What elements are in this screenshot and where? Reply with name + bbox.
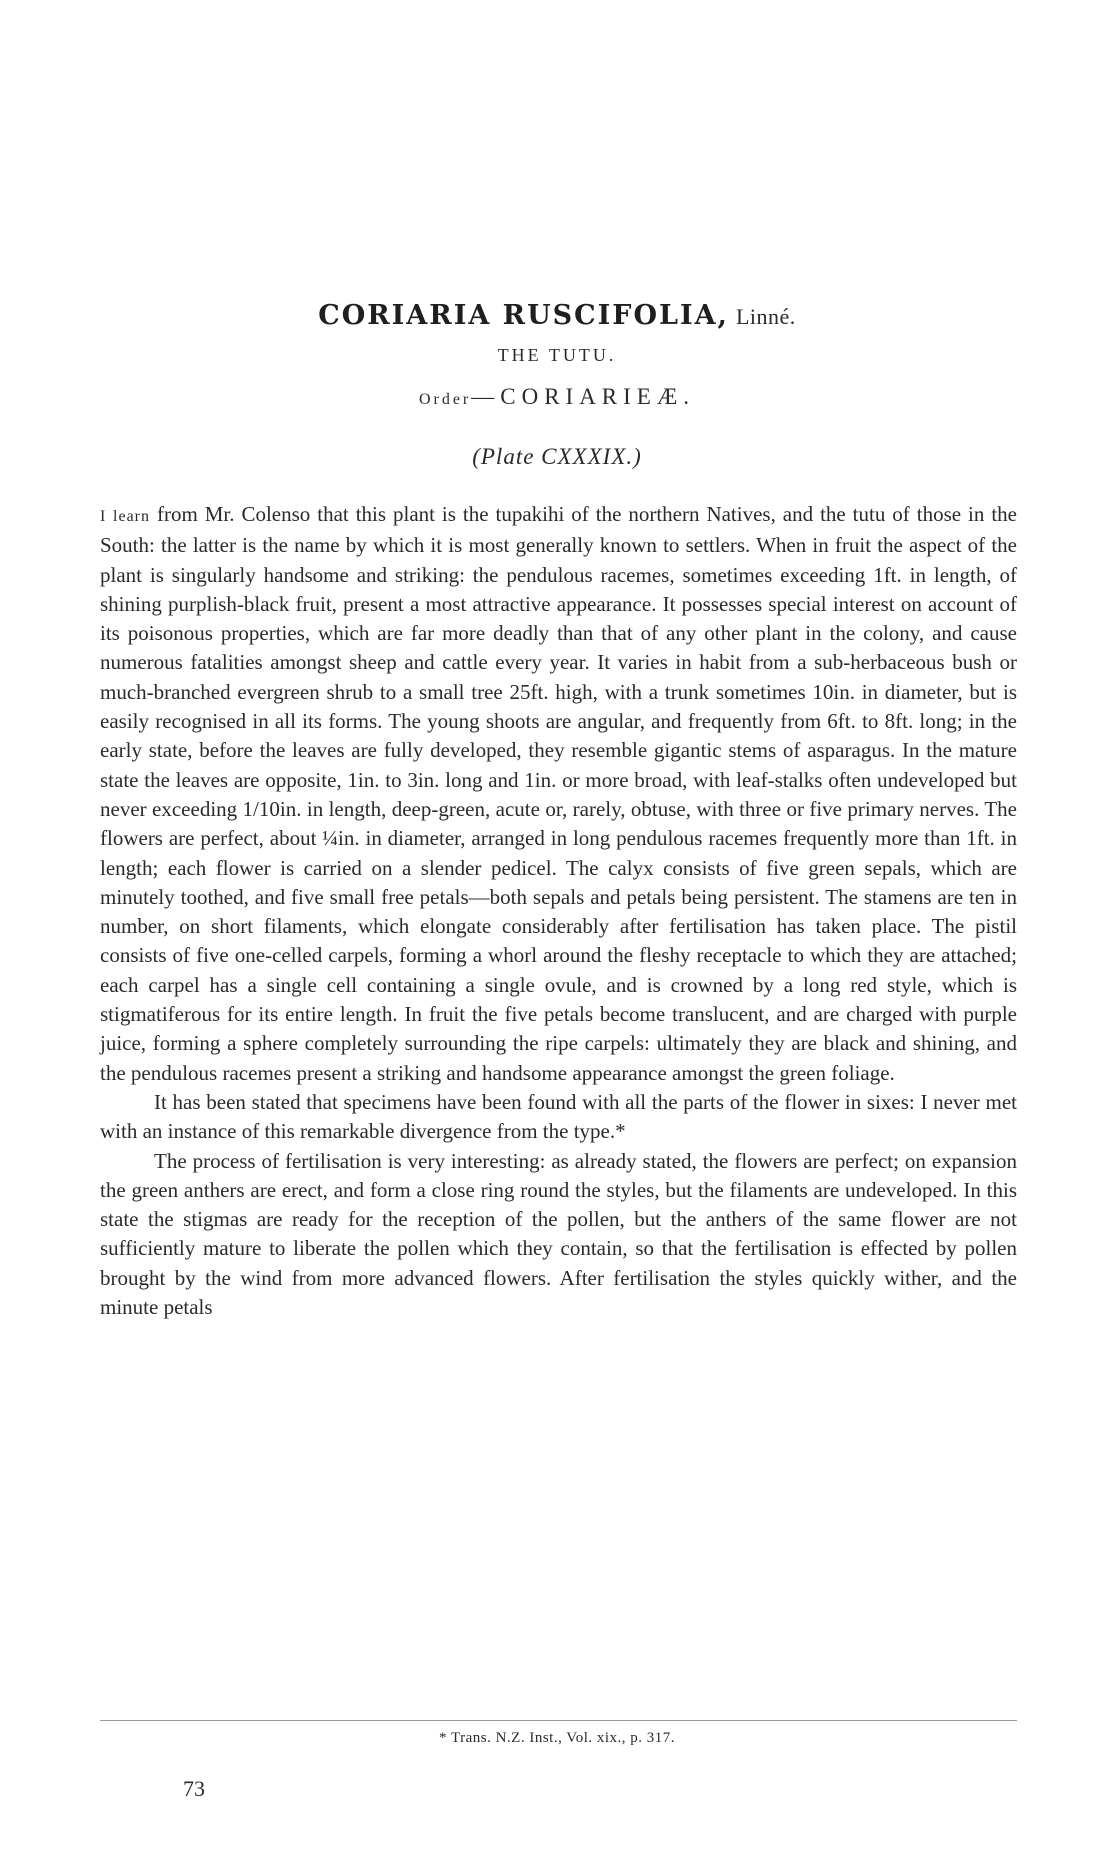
plate-reference: (Plate CXXXIX.)	[472, 444, 642, 469]
species-name: CORIARIA RUSCIFOLIA,	[318, 300, 729, 331]
order-dash: —	[471, 384, 501, 409]
body-text	[100, 500, 1017, 1322]
species-authority: Linné.	[735, 304, 796, 329]
paragraph-1	[100, 500, 1017, 1088]
common-name: THE TUTU.	[497, 345, 617, 365]
opening-small-caps: I learn	[100, 508, 151, 525]
paragraph-3: The process of fertilisation is very interesting: as already stated, the flowers are perfect; on expansion the green anthers are erect, and form a close ring round the styles, but the filaments are undeveloped. In this state the stigmas are ready for the reception of the pollen, but the anthers of the same flower are not sufficiently mature to liberate the pollen which they contain, so that the fertilisation is effected by pollen brought by the wind from more advanced flowers. After fertilisation the styles quickly wither, and the minute petals	[100, 1148, 1017, 1320]
species-title	[0, 300, 1114, 332]
page-number: 73	[183, 1776, 205, 1801]
footnote: * Trans. N.Z. Inst., Vol. xix., p. 317.	[438, 1730, 676, 1746]
order-name: CORIARIEÆ.	[500, 384, 696, 409]
paragraph-2: It has been stated that specimens have been found with all the parts of the flower in sixes: I never met with an instance of this remarkable divergence from the type.*	[100, 1089, 1017, 1144]
order-line	[0, 384, 1114, 410]
paragraph-1-text: from Mr. Colenso that this plant is the tupakihi of the northern Natives, and the tutu of those in the South: the latter is the name by which it is most generally known to settlers. When in fruit the aspect of the plant is singularly handsome and striking: the pendulous racemes, sometimes exceeding 1ft. in length, of shining purplish-black fruit, present a most attractive appearance. It possesses special interest on account of its poisonous properties, which are far more deadly than that of any other plant in the colony, and cause numerous fatalities amongst sheep and cattle every year. It varies in habit from a sub-herbaceous bush or much-branched evergreen shrub to a small tree 25ft. high, with a trunk sometimes 10in. in diameter, but is easily recognised in all its forms. The young shoots are angular, and frequently from 6ft. to 8ft. long; in the early state, before the leaves are fully developed, they resemble gigantic stems of asparagus. In the mature state the leaves are opposite, 1in. to 3in. long and 1in. or more broad, with leaf-stalks often undeveloped but never exceeding 1/10in. in length, deep-green, acute or, rarely, obtuse, with three or five primary nerves. The flowers are perfect, about ¼in. in diameter, arranged in long pendulous racemes frequently more than 1ft. in length; each flower is carried on a slender pedicel. The calyx consists of five green sepals, which are minutely toothed, and five small free petals—both sepals and petals being persistent. The stamens are ten in number, on short filaments, which elongate considerably after fertilisation has taken place. The pistil consists of five one-celled carpels, forming a whorl around the fleshy receptacle to which they are attached; each carpel has a single cell containing a single ovule, and is crowned by a long red style, which is stigmatiferous for its entire length. In fruit the five petals become translucent, and are charged with purple juice, forming a sphere completely surrounding the ripe carpels: ultimately they are black and shining, and the pendulous racemes present a striking and handsome appearance amongst the green foliage.	[100, 502, 1017, 1085]
footnote-rule	[100, 1720, 1017, 1721]
order-label: Order	[418, 391, 472, 408]
